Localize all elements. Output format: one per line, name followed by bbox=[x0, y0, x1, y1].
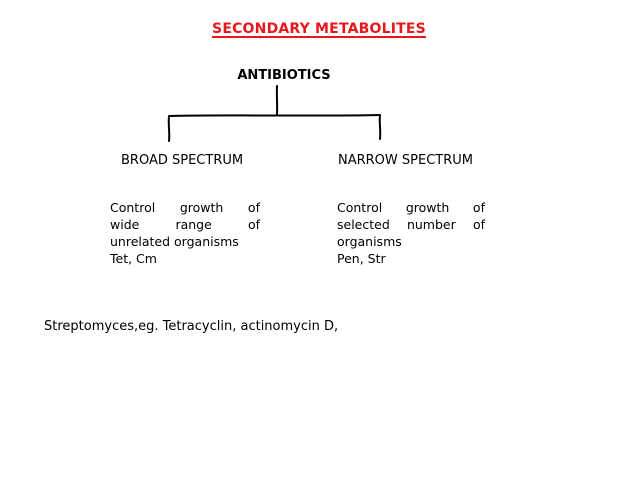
broad-desc-line: wide range of bbox=[110, 217, 260, 232]
narrow-examples: Pen, Str bbox=[337, 251, 386, 266]
narrow-branch-line bbox=[380, 115, 381, 139]
narrow-spectrum-label: NARROW SPECTRUM bbox=[338, 153, 473, 168]
streptomyces-examples: Streptomyces,eg. Tetracyclin, actinomycin D, bbox=[44, 319, 339, 334]
broad-spectrum-label: BROAD SPECTRUM bbox=[121, 153, 244, 168]
broad-examples: Tet, Cm bbox=[110, 251, 157, 266]
narrow-desc-line: organisms bbox=[337, 234, 402, 249]
broad-desc-line: unrelated organisms bbox=[110, 234, 239, 249]
broad-spectrum-description bbox=[110, 199, 260, 267]
diagram-title-text: SECONDARY METABOLITES bbox=[212, 21, 426, 37]
broad-branch-line bbox=[169, 116, 170, 141]
horizontal-connector-line bbox=[169, 115, 380, 116]
narrow-desc-line: selected number of bbox=[337, 217, 485, 232]
narrow-spectrum-description bbox=[337, 199, 485, 267]
root-node-antibiotics: ANTIBIOTICS bbox=[237, 68, 331, 83]
broad-desc-line: Control growth of bbox=[110, 200, 260, 215]
narrow-desc-line: Control growth of bbox=[337, 200, 485, 215]
